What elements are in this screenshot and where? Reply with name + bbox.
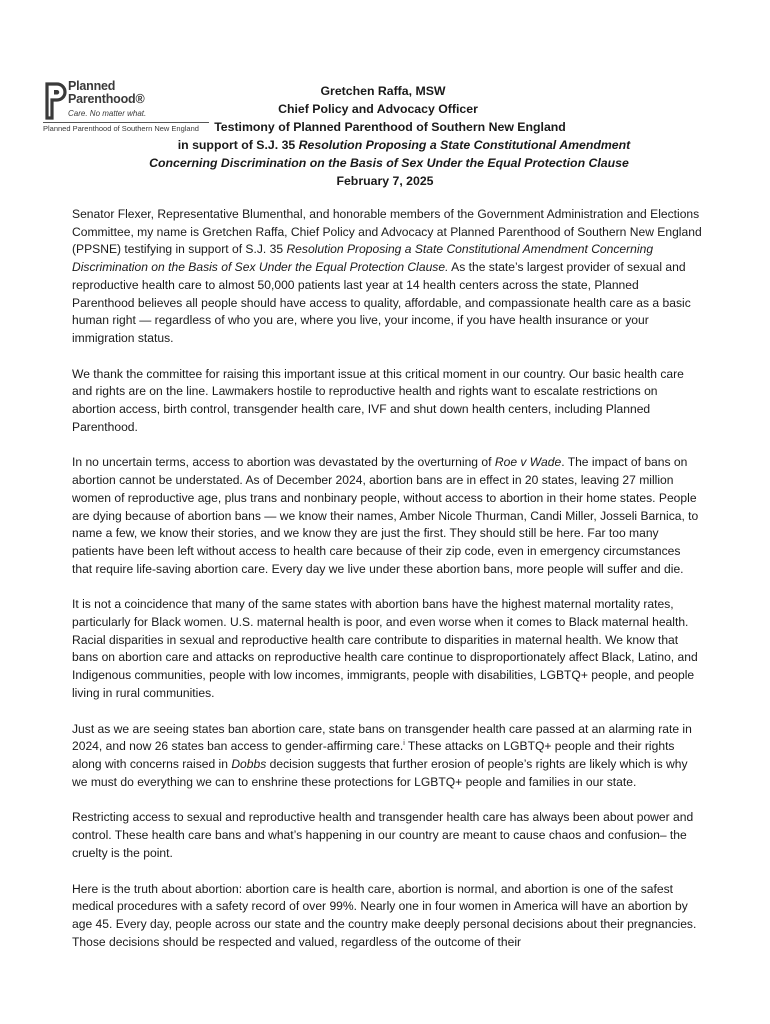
paragraph-roe bbox=[72, 454, 702, 578]
intro-text-a: Senator Flexer, Representative Blumenthal, and honorable members of the Government Administration and Elections Committee, my name is Gretchen Raffa, Chief Policy and Advocacy at Planned Parenthood of Southern New England (PPSNE) testifying in support of S.J. 35 bbox=[72, 207, 702, 257]
paragraph-maternal-health: It is not a coincidence that many of the same states with abortion bans have the highest maternal mortality rates, particularly for Black women. U.S. maternal health is poor, and even worse when it comes to Black maternal health. Racial disparities in sexual and reproductive health care contribute to disparities in maternal health. We know that bans on abortion care and attacks on reproductive health care continue to disproportionately affect Black, Latino, and Indigenous communities, people with low incomes, immigrants, people with disabilities, LGBTQ+ people, and people living in rural communities. bbox=[72, 597, 698, 700]
logo-affiliate: Planned Parenthood of Southern New England bbox=[43, 124, 199, 133]
intro-text-b: As the state’s largest provider of sexual and reproductive health care to almost 50,000 patients last year at 14 health centers across the state, Planned Parenthood believes all people should have access to quality, affordable, and compassionate health care as a basic human right — regardless of who you are, where you live, your income, if you have health insurance or your immigration status. bbox=[72, 260, 691, 345]
bill-title-continued: Concerning Discrimination on the Basis of Sex Under the Equal Protection Clause bbox=[149, 156, 629, 170]
dobbs-case-name: Dobbs bbox=[231, 756, 267, 771]
logo-line1: Planned bbox=[68, 79, 116, 93]
logo-tagline: Care. No matter what. bbox=[68, 109, 147, 118]
bill-prefix: in support of S.J. 35 bbox=[177, 138, 299, 152]
trans-text-b: These attacks on LGBTQ+ people and their rights along with concerns raised in bbox=[72, 739, 675, 771]
testimony-title: Testimony of Planned Parenthood of Southern New England bbox=[214, 120, 566, 134]
author-role: Chief Policy and Advocacy Officer bbox=[278, 102, 478, 116]
author-name: Gretchen Raffa, MSW bbox=[320, 84, 446, 98]
testimony-body bbox=[72, 206, 702, 969]
testimony-date: February 7, 2025 bbox=[336, 174, 434, 188]
paragraph-power-control: Restricting access to sexual and reproductive health and transgender health care has always been about power and control. These health care bans and what’s happening in our country are meant to cause chaos and confusion– the cruelty is the point. bbox=[72, 810, 694, 860]
paragraph-abortion-truth: Here is the truth about abortion: abortion care is health care, abortion is normal, and abortion is one of the safest medical procedures with a safety record of over 99%. Nearly one in four women in America will have an abortion by age 45. Every day, people across our state and the country make deeply personal decisions about their pregnancies. Those decisions should be respected and valued, regardless of the outcome of their bbox=[72, 881, 697, 949]
paragraph-transgender-care bbox=[72, 721, 702, 792]
bill-title: Resolution Proposing a State Constitutional Amendment bbox=[298, 138, 631, 152]
roe-case-name: Roe v Wade bbox=[494, 455, 562, 470]
trans-text-c: decision suggests that further erosion of people’s rights are likely which is why we must do everything we can to enshrine these protections for LGBTQ+ people and families in our state. bbox=[72, 756, 688, 789]
paragraph-intro bbox=[72, 206, 702, 348]
endnote-marker: i bbox=[403, 740, 405, 748]
roe-text-b: . The impact of bans on abortion cannot be understated. As of December 2024, abortion bans are in effect in 20 states, leaving 27 million women of reproductive age, plus trans and nonbinary people, without access to abortion in their home states. People are dying because of abortion bans — we know their names, Amber Nicole Thurman, Candi Miller, Josseli Barnica, to name a few, we know their stories, and we know they are just the first. They should still be here. Far too many patients have been left without access to health care because of their zip code, even in emergency circumstances that require life-saving abortion care. Every day we live under these abortion bans, more people will suffer and die. bbox=[72, 455, 699, 576]
roe-text-a: In no uncertain terms, access to abortion was devastated by the overturning of bbox=[72, 455, 495, 470]
trans-text-a: Just as we are seeing states ban abortion care, state bans on transgender health care passed at an alarming rate in 2024, and now 26 states ban access to gender-affirming care. bbox=[72, 721, 692, 754]
testimony-header bbox=[0, 79, 770, 190]
logo-line2: Parenthood® bbox=[68, 92, 145, 106]
intro-bill-title: Resolution Proposing a State Constitutional Amendment Concerning Discrimination on the Basis of Sex Under the Equal Protection Clause. bbox=[72, 242, 654, 275]
paragraph-thanks: We thank the committee for raising this important issue at this critical moment in our country. Our basic health care and rights are on the line. Lawmakers hostile to reproductive health and rights want to escalate restrictions on abortion access, birth control, transgender health care, IVF and shut down health centers, including Planned Parenthood. bbox=[72, 366, 684, 434]
bill-line bbox=[38, 136, 770, 154]
